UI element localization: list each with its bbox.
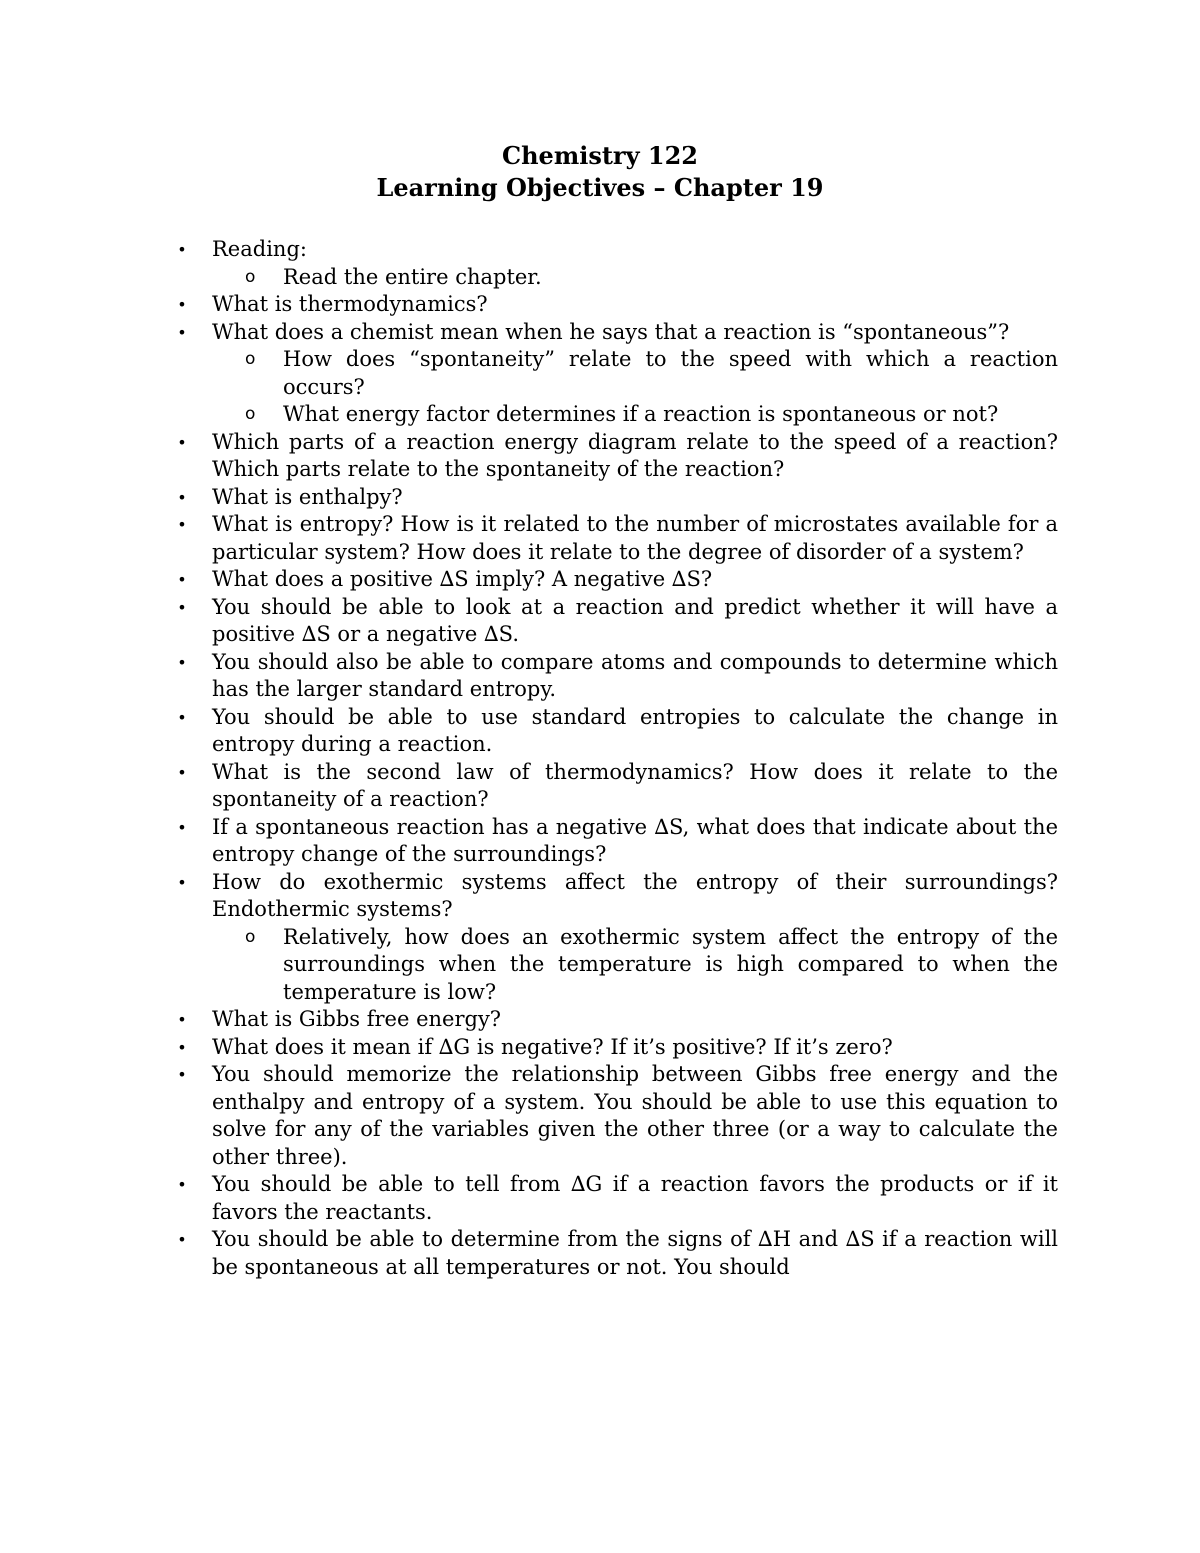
objectives-list xyxy=(177,236,1058,1281)
objective-item xyxy=(177,319,1058,429)
objective-item xyxy=(177,511,1058,566)
objective-item xyxy=(177,566,1058,594)
objective-item xyxy=(177,429,1058,484)
objective-text: What is Gibbs free energy? xyxy=(212,1007,502,1031)
objective-item xyxy=(177,649,1058,704)
bullet-dot-icon: • xyxy=(177,570,187,589)
objective-item xyxy=(177,759,1058,814)
sub-objective-text: Relatively, how does an exothermic system affect the entropy of the surroundings when the temperature is high compared to when the temperature is low? xyxy=(283,924,1058,1004)
objective-item xyxy=(177,236,1058,291)
objective-text: What is thermodynamics? xyxy=(212,292,488,316)
bullet-dot-icon: • xyxy=(177,597,187,617)
objective-item xyxy=(177,594,1058,649)
bullet-dot-icon: • xyxy=(177,1010,187,1029)
bullet-circle-icon: o xyxy=(245,404,256,424)
chapter-subtitle: Learning Objectives – Chapter 19 xyxy=(376,173,824,202)
objective-item xyxy=(177,1226,1058,1281)
objective-item xyxy=(177,1034,1058,1062)
objective-item xyxy=(177,869,1058,1007)
objective-text: You should be able to use standard entropies to calculate the change in entropy during a reaction. xyxy=(212,704,1058,756)
objective-text: You should be able to look at a reaction and predict whether it will have a positive ∆S or a negative ∆S. xyxy=(212,594,1058,646)
objective-text: What is enthalpy? xyxy=(212,484,403,509)
objective-text: You should be able to determine from the signs of ∆H and ∆S if a reaction will be spontaneous at all temperatures or not. You should xyxy=(212,1227,1058,1279)
objective-item xyxy=(177,291,1058,319)
objective-text: What does a chemist mean when he says that a reaction is “spontaneous”? xyxy=(212,319,1010,344)
objective-item xyxy=(177,814,1058,869)
bullet-dot-icon: • xyxy=(177,1065,187,1084)
bullet-dot-icon: • xyxy=(177,652,187,672)
sub-objective-text: Read the entire chapter. xyxy=(283,264,542,289)
objective-text: You should memorize the relationship between Gibbs free energy and the enthalpy and entropy of a system. You should be able to use this equation to solve for any of the variables given the other three (or a way to calculate the other three). xyxy=(212,1062,1058,1169)
bullet-dot-icon: • xyxy=(177,872,187,892)
objective-item xyxy=(177,704,1058,759)
objective-text: What does a positive ∆S imply? A negative ∆S? xyxy=(212,567,713,591)
sub-objective-item xyxy=(245,264,1058,292)
objective-item xyxy=(177,1006,1058,1034)
objective-text: If a spontaneous reaction has a negative ∆S, what does that indicate about the entropy change of the surroundings? xyxy=(212,814,1058,866)
sub-objectives-list xyxy=(212,346,1058,429)
bullet-circle-icon: o xyxy=(245,349,256,369)
bullet-dot-icon: • xyxy=(177,817,187,837)
bullet-dot-icon: • xyxy=(177,487,187,507)
objective-text: What is entropy? How is it related to the number of microstates available for a particular system? How does it relate to the degree of disorder of a system? xyxy=(212,512,1058,564)
objective-text: Which parts of a reaction energy diagram relate to the speed of a reaction? Which parts relate to the spontaneity of the reaction? xyxy=(212,429,1058,481)
bullet-dot-icon: • xyxy=(177,432,187,452)
objectives-content xyxy=(177,236,1058,1281)
sub-objectives-list xyxy=(212,924,1058,1007)
sub-objective-text: How does “spontaneity” relate to the speed with which a reaction occurs? xyxy=(283,347,1058,399)
sub-objectives-list xyxy=(212,264,1058,292)
sub-objective-text: What energy factor determines if a reaction is spontaneous or not? xyxy=(283,402,999,426)
objective-text: Reading: xyxy=(212,237,307,261)
bullet-dot-icon: • xyxy=(177,295,187,314)
bullet-dot-icon: • xyxy=(177,1037,187,1057)
bullet-dot-icon: • xyxy=(177,515,187,534)
objective-text: What is the second law of thermodynamics? How does it relate to the spontaneity of a reaction? xyxy=(212,759,1058,811)
objective-item xyxy=(177,484,1058,512)
sub-objective-item xyxy=(245,401,1058,429)
objective-text: You should also be able to compare atoms and compounds to determine which has the larger standard entropy. xyxy=(212,649,1058,701)
objective-text: What does it mean if ∆G is negative? If it’s positive? If it’s zero? xyxy=(212,1034,893,1059)
sub-objective-item xyxy=(245,346,1058,401)
bullet-circle-icon: o xyxy=(245,266,256,287)
bullet-dot-icon: • xyxy=(177,240,187,259)
bullet-dot-icon: • xyxy=(177,707,187,727)
objective-text: How do exothermic systems affect the entropy of their surroundings? Endothermic systems? xyxy=(212,869,1058,921)
bullet-dot-icon: • xyxy=(177,322,187,342)
objective-text: You should be able to tell from ∆G if a reaction favors the products or if it favors the reactants. xyxy=(212,1172,1058,1224)
objective-item xyxy=(177,1061,1058,1171)
bullet-circle-icon: o xyxy=(245,926,256,947)
sub-objective-item xyxy=(245,924,1058,1007)
bullet-dot-icon: • xyxy=(177,762,187,782)
bullet-dot-icon: • xyxy=(177,1230,187,1249)
title-block xyxy=(0,140,1200,204)
bullet-dot-icon: • xyxy=(177,1175,187,1194)
objective-item xyxy=(177,1171,1058,1226)
course-title: Chemistry 122 xyxy=(502,141,698,170)
